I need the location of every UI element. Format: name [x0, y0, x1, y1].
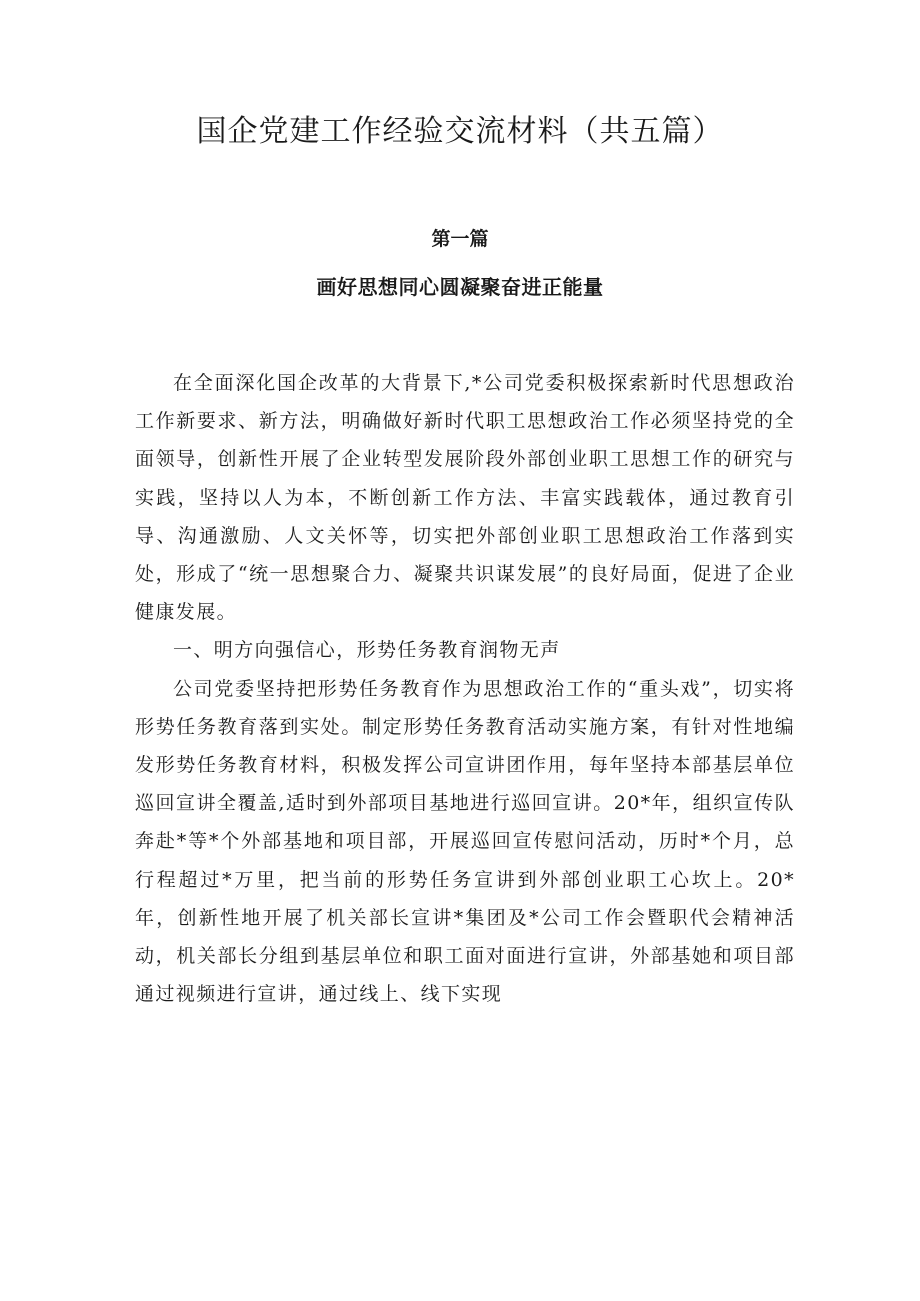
document-body [135, 364, 795, 1013]
part-label: 第一篇 [431, 228, 489, 250]
paragraph: 公司党委坚持把形势任务教育作为思想政治工作的“重头戏”，切实将形势任务教育落到实处。制定形势任务教育活动实施方案，有针对性地编发形势任务教育材料，积极发挥公司宣讲团作用，每年坚持本部基层单位巡回宣讲全覆盖,适时到外部项目基地进行巡回宣讲。20*年，组织宣传队奔赴*等*个外部基地和项目部，开展巡回宣传慰问活动，历时*个月，总行程超过*万里，把当前的形势任务宣讲到外部创业职工心坎上。20*年，创新性地开展了机关部长宣讲*集团及*公司工作会暨职代会精神活动，机关部长分组到基层单位和职工面对面进行宣讲，外部基她和项目部通过视频进行宣讲，通过线上、线下实现 [135, 677, 795, 1006]
section-heading: 一、明方向强信心，形势任务教育润物无声 [173, 639, 561, 662]
paragraph: 在全面深化国企改革的大背景下,*公司党委积极探索新时代思想政治工作新要求、新方法，明确做好新时代职工思想政治工作必须坚持党的全面领导，创新性开展了企业转型发展阶段外部创业职工思想工作的研究与实践，坚持以人为本，不断创新工作方法、丰富实践载体，通过教育引导、沟通激励、人文关怀等，切实把外部创业职工思想政治工作落到实处，形成了“统一思想聚合力、凝聚共识谋发展”的良好局面，促进了企业健康发展。 [135, 372, 795, 624]
document-title: 国企党建工作经验交流材料（共五篇） [196, 114, 724, 149]
section-subtitle: 画好思想同心圆凝聚奋进正能量 [316, 275, 604, 299]
